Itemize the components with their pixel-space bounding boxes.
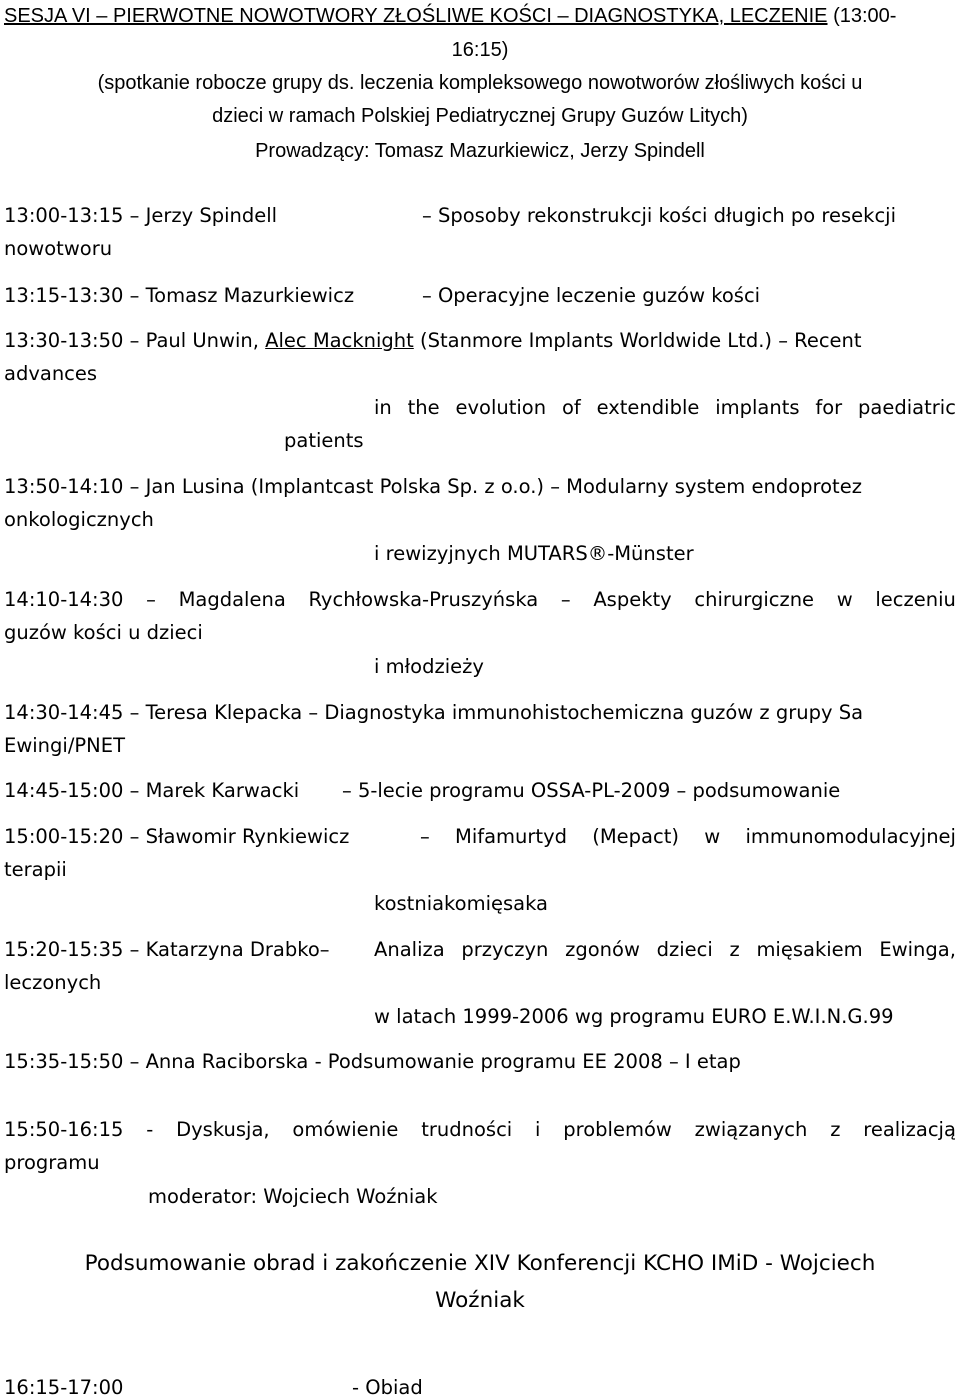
word: z — [729, 938, 740, 961]
talk-4-title-indent: i rewizyjnych MUTARS®-Münster — [374, 542, 694, 565]
talk-9-title-indent: w latach 1999-2006 wg programu EURO E.W.I.N.G.99 — [374, 1005, 894, 1028]
talk-7-speaker: 14:45-15:00 – Marek Karwacki — [4, 779, 300, 802]
talk-9-title — [374, 938, 956, 962]
word: mięsakiem — [756, 938, 863, 961]
talk-1-speaker: 13:00-13:15 – Jerzy Spindell — [4, 204, 278, 227]
talk-8-speaker: 15:00-15:20 – Sławomir Rynkiewicz — [4, 825, 350, 848]
session-title: SESJA VI – PIERWOTNE NOWOTWORY ZŁOŚLIWE KOŚCI – DIAGNOSTYKA, LECZENIE — [4, 5, 828, 27]
word: – — [420, 825, 430, 848]
word: Rychłowska-Pruszyńska — [308, 588, 539, 611]
word: paediatric — [858, 396, 956, 419]
talk-9-speaker: 15:20-15:35 – Katarzyna Drabko– — [4, 938, 330, 961]
word: the — [407, 396, 440, 419]
session-time-start: (13:00- — [833, 5, 897, 27]
word: in — [374, 396, 392, 419]
talk-8-title-indent: kostniakomięsaka — [374, 892, 549, 915]
lunch-label: - Obiad — [352, 1376, 423, 1399]
word: - — [146, 1118, 154, 1141]
word: omówienie — [292, 1118, 399, 1141]
talk-3-title-indent — [374, 396, 956, 420]
word: z — [830, 1118, 841, 1141]
discussion-cont: programu — [4, 1151, 100, 1174]
word: zgonów — [565, 938, 640, 961]
talk-3-line — [4, 329, 862, 353]
word: przyczyn — [461, 938, 549, 961]
discussion-moderator: moderator: Wojciech Woźniak — [148, 1185, 438, 1208]
talk-1-title-cont: nowotworu — [4, 237, 113, 260]
talk-5-title-indent: i młodzieży — [374, 655, 484, 678]
word: w — [836, 588, 853, 611]
word: związanych — [694, 1118, 808, 1141]
talk-3-title-cont: advances — [4, 362, 98, 385]
word: i — [535, 1118, 541, 1141]
session-title-line — [4, 4, 896, 28]
talk-7-title: – 5-lecie programu OSSA-PL-2009 – podsumowanie — [342, 779, 841, 802]
talk-9-title-cont: leczonych — [4, 971, 102, 994]
talk-4-line: 13:50-14:10 – Jan Lusina (Implantcast Polska Sp. z o.o.) – Modularny system endoprotez — [4, 475, 862, 498]
word: evolution — [455, 396, 547, 419]
word: 15:50-16:15 — [4, 1118, 124, 1141]
talk-6-line: 14:30-14:45 – Teresa Klepacka – Diagnostyka immunohistochemiczna guzów z grupy Sa — [4, 701, 864, 724]
word: trudności — [421, 1118, 513, 1141]
talk-2-title: – Operacyjne leczenie guzów kości — [422, 284, 761, 307]
word: 14:10-14:30 — [4, 588, 124, 611]
talk-3-speaker: 13:30-13:50 – Paul Unwin, — [4, 329, 259, 352]
word: of — [561, 396, 581, 419]
speaker-link[interactable]: Alec Macknight — [265, 329, 414, 352]
word: leczeniu — [875, 588, 956, 611]
subtitle-line-2: dzieci w ramach Polskiej Pediatrycznej Grupy Guzów Litych) — [212, 105, 748, 127]
word: – — [560, 588, 571, 611]
word: Aspekty — [593, 588, 672, 611]
session-chairs: Prowadzący: Tomasz Mazurkiewicz, Jerzy Spindell — [255, 140, 705, 162]
closing-line-2: Woźniak — [435, 1288, 525, 1313]
word: for — [815, 396, 843, 419]
word: – — [146, 588, 156, 611]
talk-1-title: – Sposoby rekonstrukcji kości długich po resekcji — [422, 204, 897, 227]
word: problemów — [563, 1118, 672, 1141]
talk-4-title-cont: onkologicznych — [4, 508, 154, 531]
discussion-line — [4, 1118, 956, 1142]
talk-3-affiliation-title: (Stanmore Implants Worldwide Ltd.) – Recent — [419, 329, 862, 352]
word: chirurgiczne — [694, 588, 815, 611]
word: implants — [715, 396, 800, 419]
word: Magdalena — [178, 588, 286, 611]
talk-2-speaker: 13:15-13:30 – Tomasz Mazurkiewicz — [4, 284, 355, 307]
talk-5-title-cont: guzów kości u dzieci — [4, 621, 203, 644]
lunch-time: 16:15-17:00 — [4, 1376, 124, 1399]
talk-8-title-cont: terapii — [4, 858, 67, 881]
word: realizacją — [863, 1118, 956, 1141]
word: w — [704, 825, 721, 848]
talk-8-title — [420, 825, 956, 849]
talk-10-line: 15:35-15:50 – Anna Raciborska - Podsumowanie programu EE 2008 – I etap — [4, 1050, 741, 1073]
word: immunomodulacyjnej — [745, 825, 956, 848]
subtitle-line-1: (spotkanie robocze grupy ds. leczenia kompleksowego nowotworów złośliwych kości u — [97, 72, 863, 94]
word: Analiza — [374, 938, 445, 961]
talk-6-title-cont: Ewingi/PNET — [4, 734, 125, 757]
word: Dyskusja, — [176, 1118, 270, 1141]
word: Mifamurtyd — [455, 825, 567, 848]
word: (Mepact) — [592, 825, 679, 848]
word: Ewinga, — [879, 938, 956, 961]
session-time-end: 16:15) — [451, 39, 509, 61]
closing-line-1: Podsumowanie obrad i zakończenie XIV Konferencji KCHO IMiD - Wojciech — [84, 1251, 876, 1276]
word: dzieci — [656, 938, 713, 961]
word: extendible — [596, 396, 700, 419]
talk-3-title-tail: patients — [284, 429, 364, 452]
talk-5-line — [4, 588, 956, 612]
